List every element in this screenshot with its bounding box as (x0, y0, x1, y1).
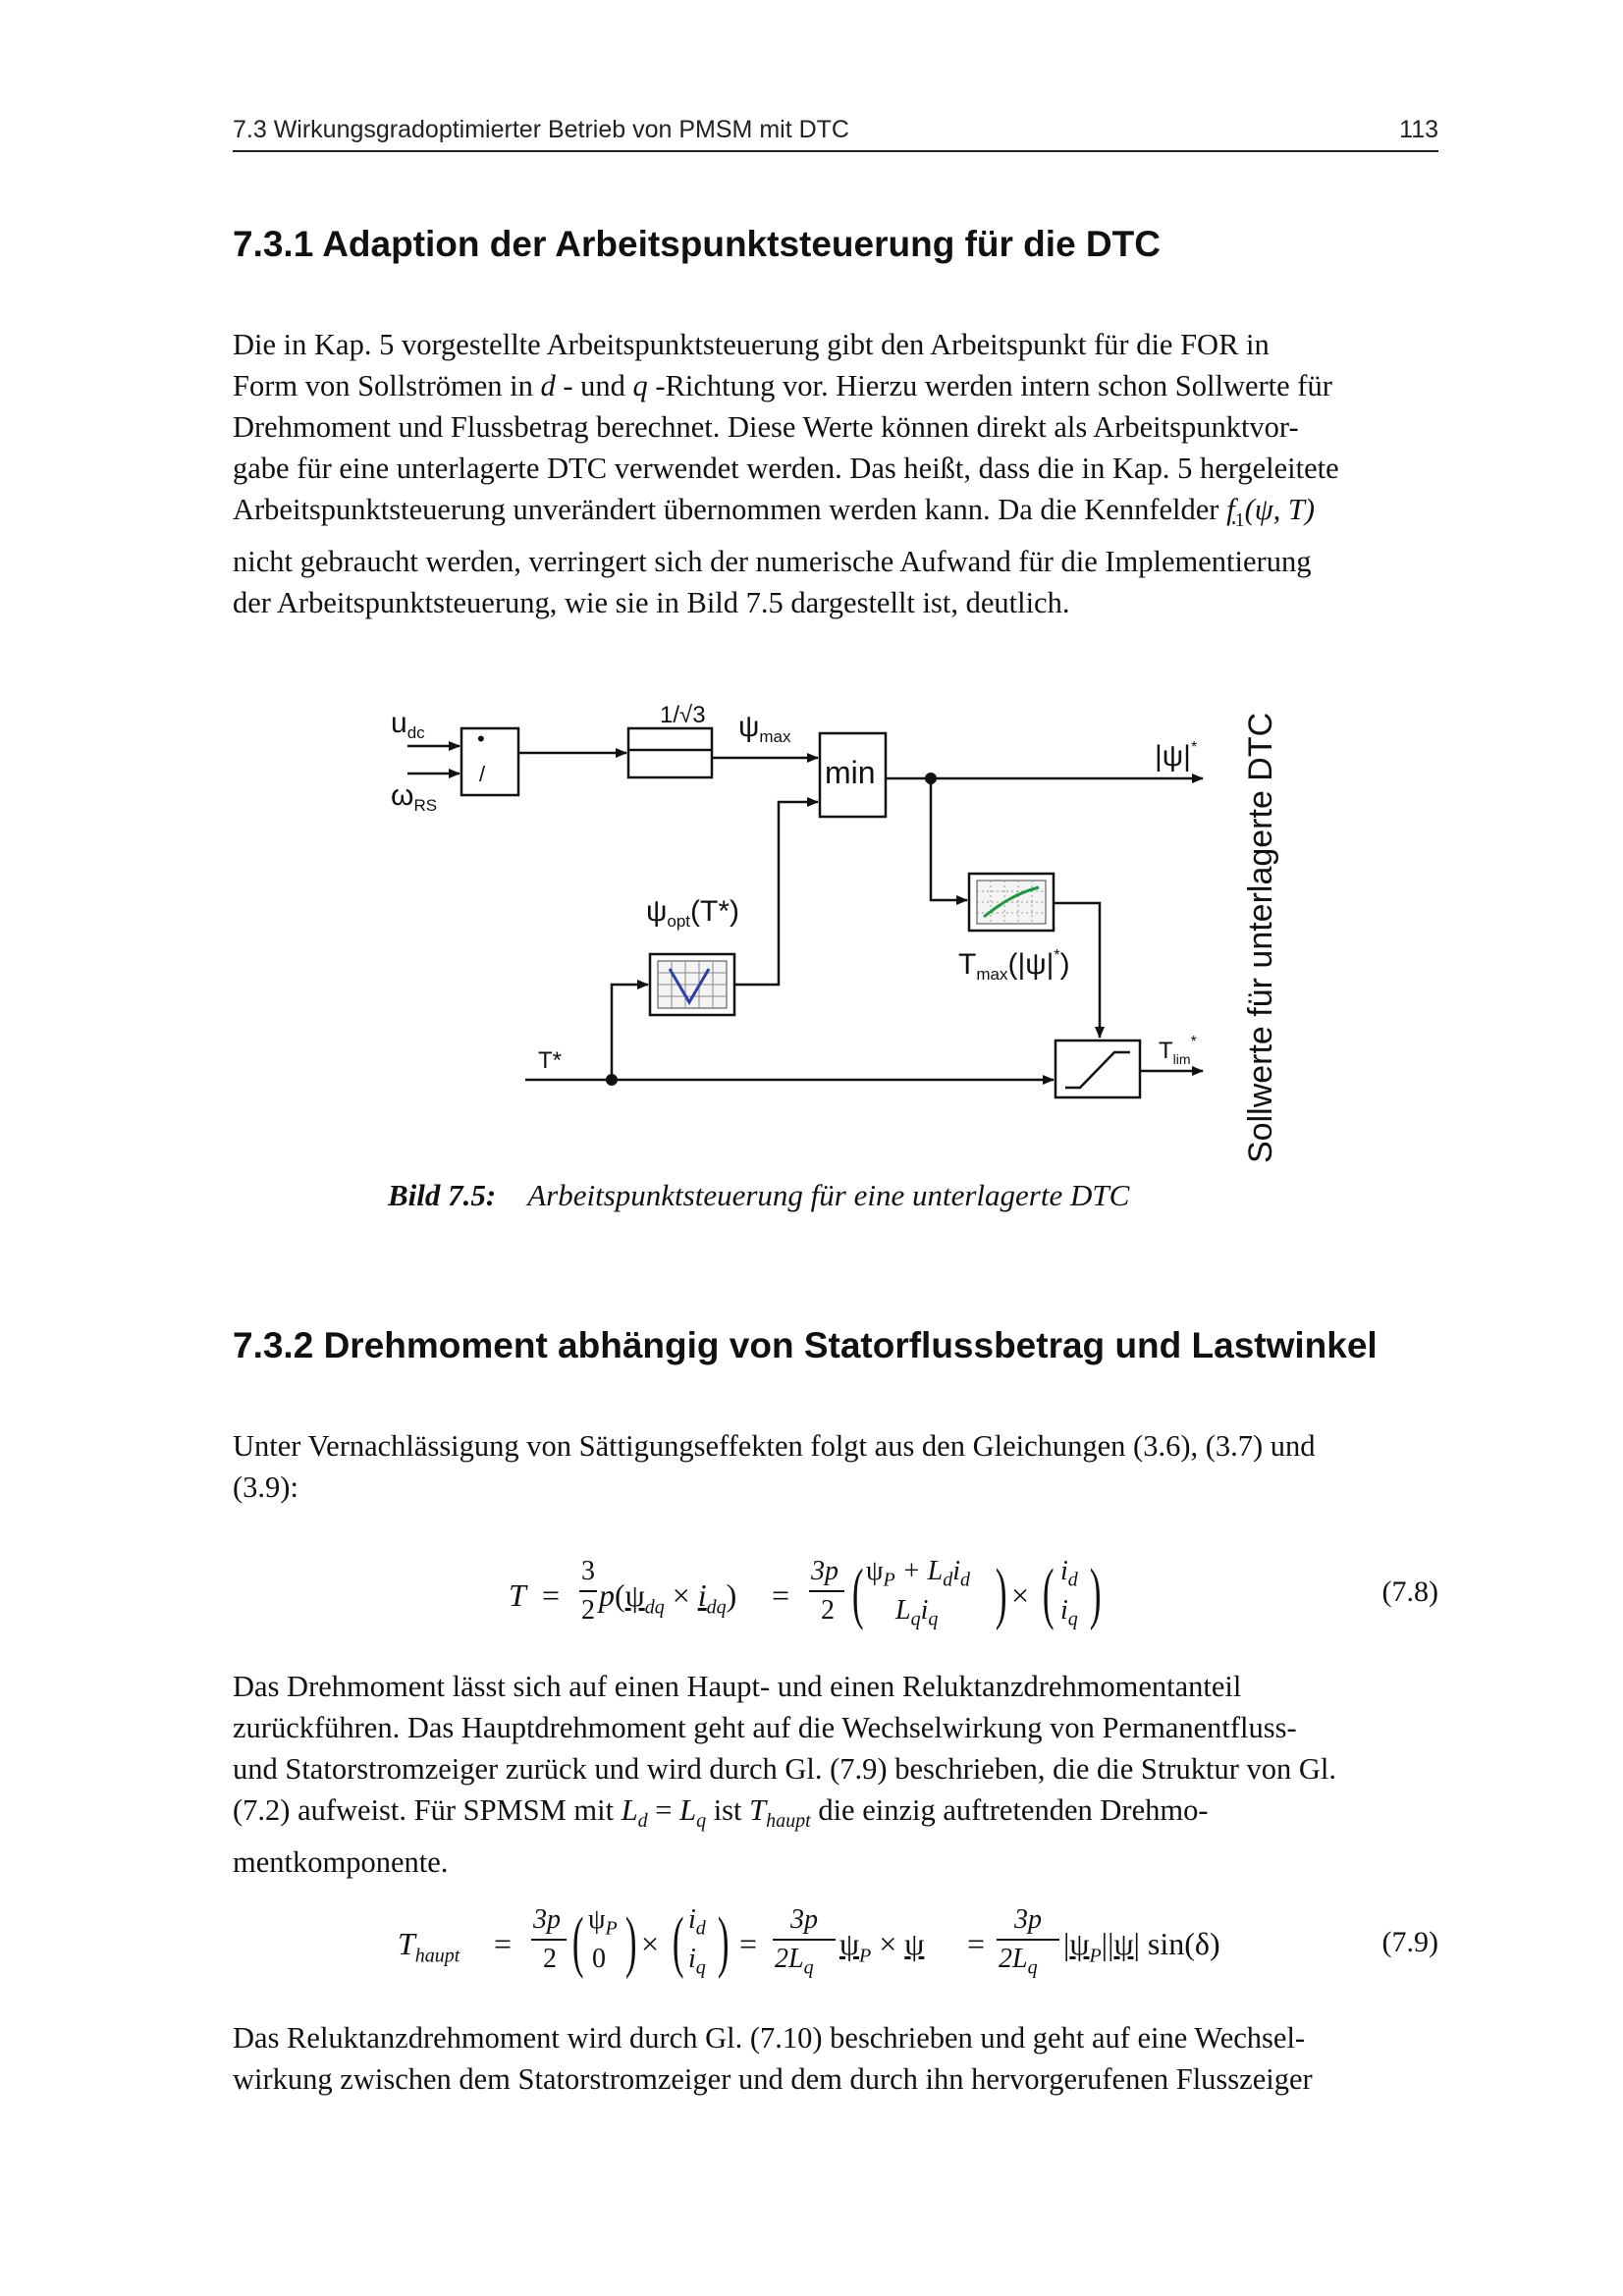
running-title: 7.3 Wirkungsgradoptimierter Betrieb von PMSM mit DTC (233, 116, 849, 143)
para-line: (3.9): (233, 1470, 298, 1504)
header-rule (233, 150, 1438, 152)
psi-output-label: |ψ|* (1155, 739, 1198, 773)
t-star-label: T* (538, 1047, 562, 1074)
para-line: Unter Vernachlässigung von Sättigungseffekten folgt aus den Gleichungen (3.6), (3.7) und (233, 1429, 1316, 1463)
equation-number-7-8: (7.8) (1381, 1575, 1438, 1608)
min-label: min (825, 755, 876, 790)
equation-7-8: T = 3 2 $p(\psi_{dq} \times i_{dq})$ = 3p 2 ( $\psi_P + L_di_d$ $L_qi_q$ ) × ( $i_d$ $i_q$ ) (509, 1556, 1102, 1631)
psiopt-plot (658, 961, 727, 1008)
block-diagram (373, 667, 1316, 1188)
gain-label: 1/√3 (660, 702, 706, 728)
para-line: wirkung zwischen dem Statorstromzeiger und dem durch ihn hervorgerufenen Flusszeiger (233, 2062, 1313, 2096)
side-label: Sollwerte für unterlagerte DTC (1242, 712, 1279, 1163)
psi-opt-label: $\psi_{opt}(T*)$ (646, 895, 740, 931)
para-line: Das Reluktanzdrehmoment wird durch Gl. (7.10) beschrieben und geht auf eine Wechsel- (233, 2021, 1306, 2055)
section-7-3-2-paragraph-2 (233, 1666, 1438, 1883)
section-7-3-1-paragraph (233, 324, 1438, 623)
running-header (233, 116, 1438, 144)
junction-dot (925, 773, 937, 784)
page-number: 113 (1399, 116, 1438, 143)
equation-number-7-9: (7.9) (1381, 1926, 1438, 1958)
para-line: (7.2) aufweist. Für SPMSM mit $L_d = L_q$ ist $T_{haupt}$ die einzig auftretenden Drehmo- (233, 1793, 1209, 1833)
tmax-plot (977, 881, 1046, 924)
para-line: Arbeitspunktsteuerung unverändert übernommen werden kann. Da die Kennfelder $f_1(\psi$, T) (233, 493, 1316, 532)
divide-sign: / (479, 762, 486, 786)
equation-7-9: $T_{haupt}$ = 3p 2 ( $\psi_P$ 0 ) × ( $i_d$ $i_q$ ) = 3p $2L_q$ $\psi_P \times \psi$ = 3p $2L_q$ $|\psi_P||\psi|$ sin(δ) (398, 1904, 1220, 1980)
para-line: Die in Kap. 5 vorgestellte Arbeitspunktsteuerung gibt den Arbeitspunkt für die FOR in (233, 328, 1270, 361)
section-7-3-2-paragraph-3 (233, 2017, 1438, 2100)
section-heading-7-3-2: 7.3.2 Drehmoment abhängig von Statorflussbetrag und Lastwinkel (233, 1325, 1378, 1365)
udc-label: $u_{dc}$ (391, 707, 425, 742)
divider-block (461, 728, 518, 795)
psiopt-input-arrow (612, 985, 648, 1080)
gain-block (628, 728, 712, 777)
para-line: Das Drehmoment lässt sich auf einen Haupt- und einen Reluktanzdrehmomentanteil (233, 1670, 1242, 1703)
para-line: zurückführen. Das Hauptdrehmoment geht auf die Wechselwirkung von Permanentfluss- (233, 1711, 1297, 1744)
t-max-label: $T_{max}(|\psi|^*)$ (958, 947, 1070, 984)
psiopt-to-min-arrow (734, 802, 818, 985)
caption-text: Arbeitspunktsteuerung für eine unterlagerte DTC (527, 1178, 1130, 1212)
tmax-input-arrow (931, 778, 967, 900)
psi-max-label: $\psi_{max}$ (738, 711, 791, 746)
multiply-sign: • (477, 726, 485, 751)
figure-caption (388, 1178, 1129, 1213)
para-line: mentkomponente. (233, 1845, 449, 1880)
para-line: und Statorstromzeiger zurück und wird durch Gl. (7.9) beschrieben, die die Struktur von Gl. (233, 1752, 1336, 1786)
para-line: nicht gebraucht werden, verringert sich der numerische Aufwand für die Implementierung (233, 545, 1312, 579)
para-line: Form von Sollströmen in d - und q -Richtung vor. Hierzu werden intern schon Sollwerte für (233, 369, 1332, 402)
junction-dot (606, 1074, 618, 1086)
para-line: Drehmoment und Flussbetrag berechnet. Diese Werte können direkt als Arbeitspunktvor- (233, 410, 1299, 444)
para-line: der Arbeitspunktsteuerung, wie sie in Bild 7.5 dargestellt ist, deutlich. (233, 586, 1070, 620)
caption-label: Bild 7.5: (388, 1178, 497, 1212)
t-lim-label: $T_{lim}^*$ (1159, 1034, 1197, 1067)
section-heading-7-3-1: 7.3.1 Adaption der Arbeitspunktsteuerung für die DTC (233, 224, 1161, 264)
omega-rs-label: $\omega_{RS}$ (391, 779, 438, 815)
para-line: gabe für eine unterlagerte DTC verwendet werden. Das heißt, dass die in Kap. 5 hergeleitete (233, 452, 1339, 485)
section-7-3-2-intro (233, 1425, 1438, 1508)
